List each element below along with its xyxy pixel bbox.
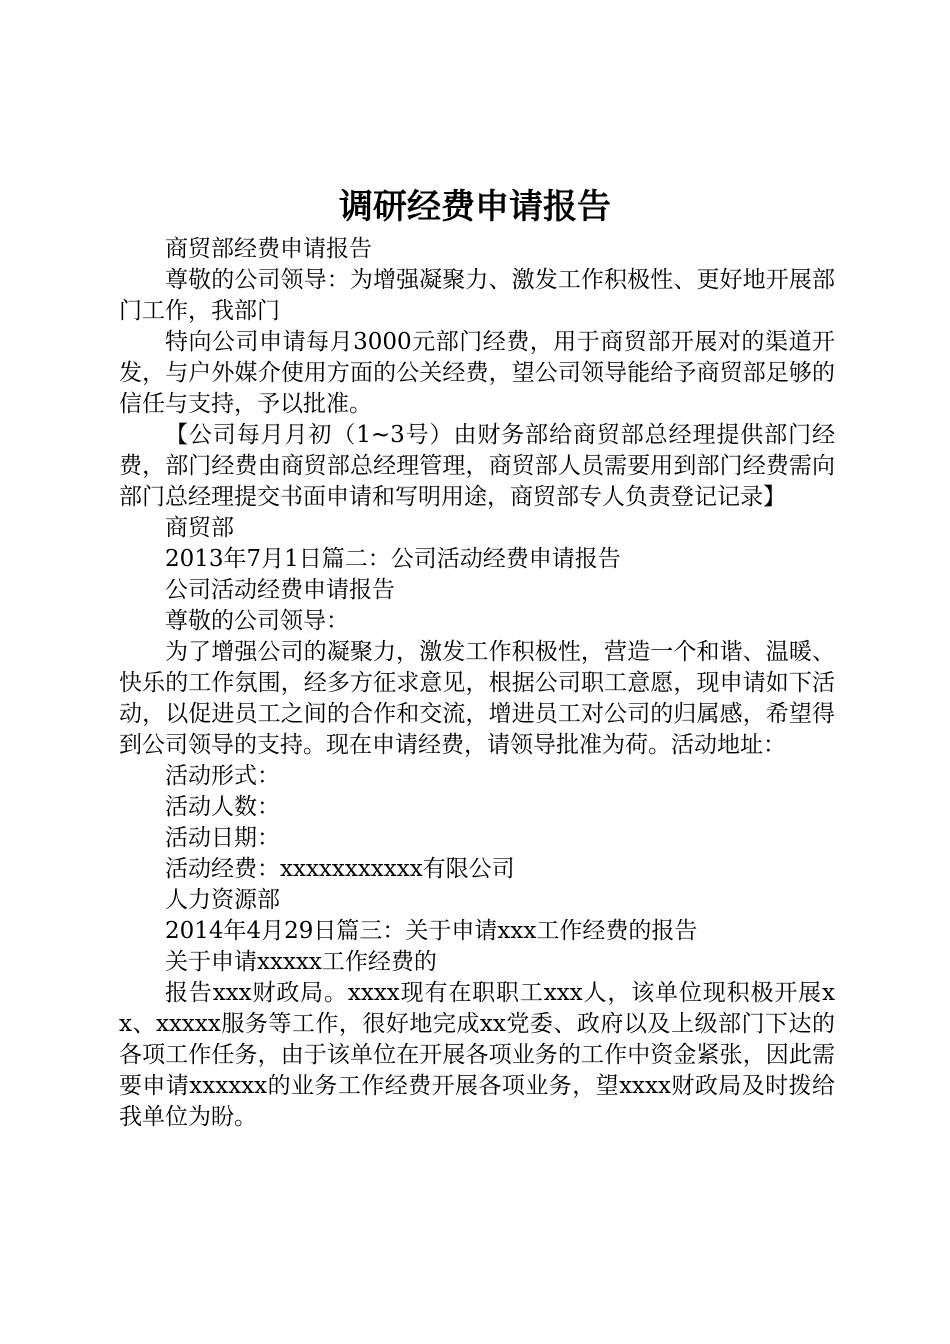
paragraph-work-funds-body: 报告xxx财政局。xxxx现有在职职工xxx人，该单位现积极开展xx、xxxxx服务等工作，很好地完成xx党委、政府以及上级部门下达的各项工作任务，由于该单位在开展各项业务的工作中资金紧张，因此需要申请xxxxxx的业务工作经费开展各项业务，望xxxx财政局及时拨给我单位为盼。 — [119, 980, 835, 1130]
paragraph-signature-dept: 商贸部 — [165, 515, 234, 541]
paragraph-activity-funds: 活动经费：xxxxxxxxxxx有限公司 — [165, 856, 515, 882]
paragraph-salutation-intro: 尊敬的公司领导：为增强凝聚力、激发工作积极性、更好地开展部门工作，我部门 — [119, 267, 835, 324]
paragraph-funding-request: 特向公司申请每月3000元部门经费，用于商贸部开展对的渠道开发，与户外媒介使用方面的公关经费，望公司领导能给予商贸部足够的信任与支持，予以批准。 — [119, 329, 835, 417]
paragraph-activity-body: 为了增强公司的凝聚力，激发工作积极性，营造一个和谐、温暖、快乐的工作氛围，经多方征求意见，根据公司职工意愿，现申请如下活动，以促进员工之间的合作和交流，增进员工对公司的归属感，希望得到公司领导的支持。现在申请经费，请领导批准为荷。活动地址： — [119, 639, 835, 758]
paragraph-work-funds-title: 关于申请xxxxx工作经费的 — [165, 949, 437, 975]
paragraph-salutation: 尊敬的公司领导： — [165, 608, 349, 634]
paragraph-dept-report-title: 商贸部经费申请报告 — [165, 236, 372, 262]
paragraph-hr-dept: 人力资源部 — [165, 887, 280, 913]
document-body — [119, 234, 835, 1133]
paragraph-activity-date: 活动日期： — [165, 825, 280, 851]
paragraph-date-section2: 2013年7月1日篇二：公司活动经费申请报告 — [165, 546, 621, 572]
document-title: 调研经费申请报告 — [339, 187, 611, 227]
paragraph-funding-rules: 【公司每月月初（1~3号）由财务部给商贸部总经理提供部门经费，部门经费由商贸部总经理管理，商贸部人员需要用到部门经费需向部门总经理提交书面申请和写明用途，商贸部专人负责登记记录】 — [119, 422, 835, 510]
paragraph-activity-form: 活动形式： — [165, 763, 280, 789]
paragraph-activity-report-title: 公司活动经费申请报告 — [165, 577, 395, 603]
paragraph-date-section3: 2014年4月29日篇三：关于申请xxx工作经费的报告 — [165, 918, 698, 944]
paragraph-activity-count: 活动人数： — [165, 794, 280, 820]
